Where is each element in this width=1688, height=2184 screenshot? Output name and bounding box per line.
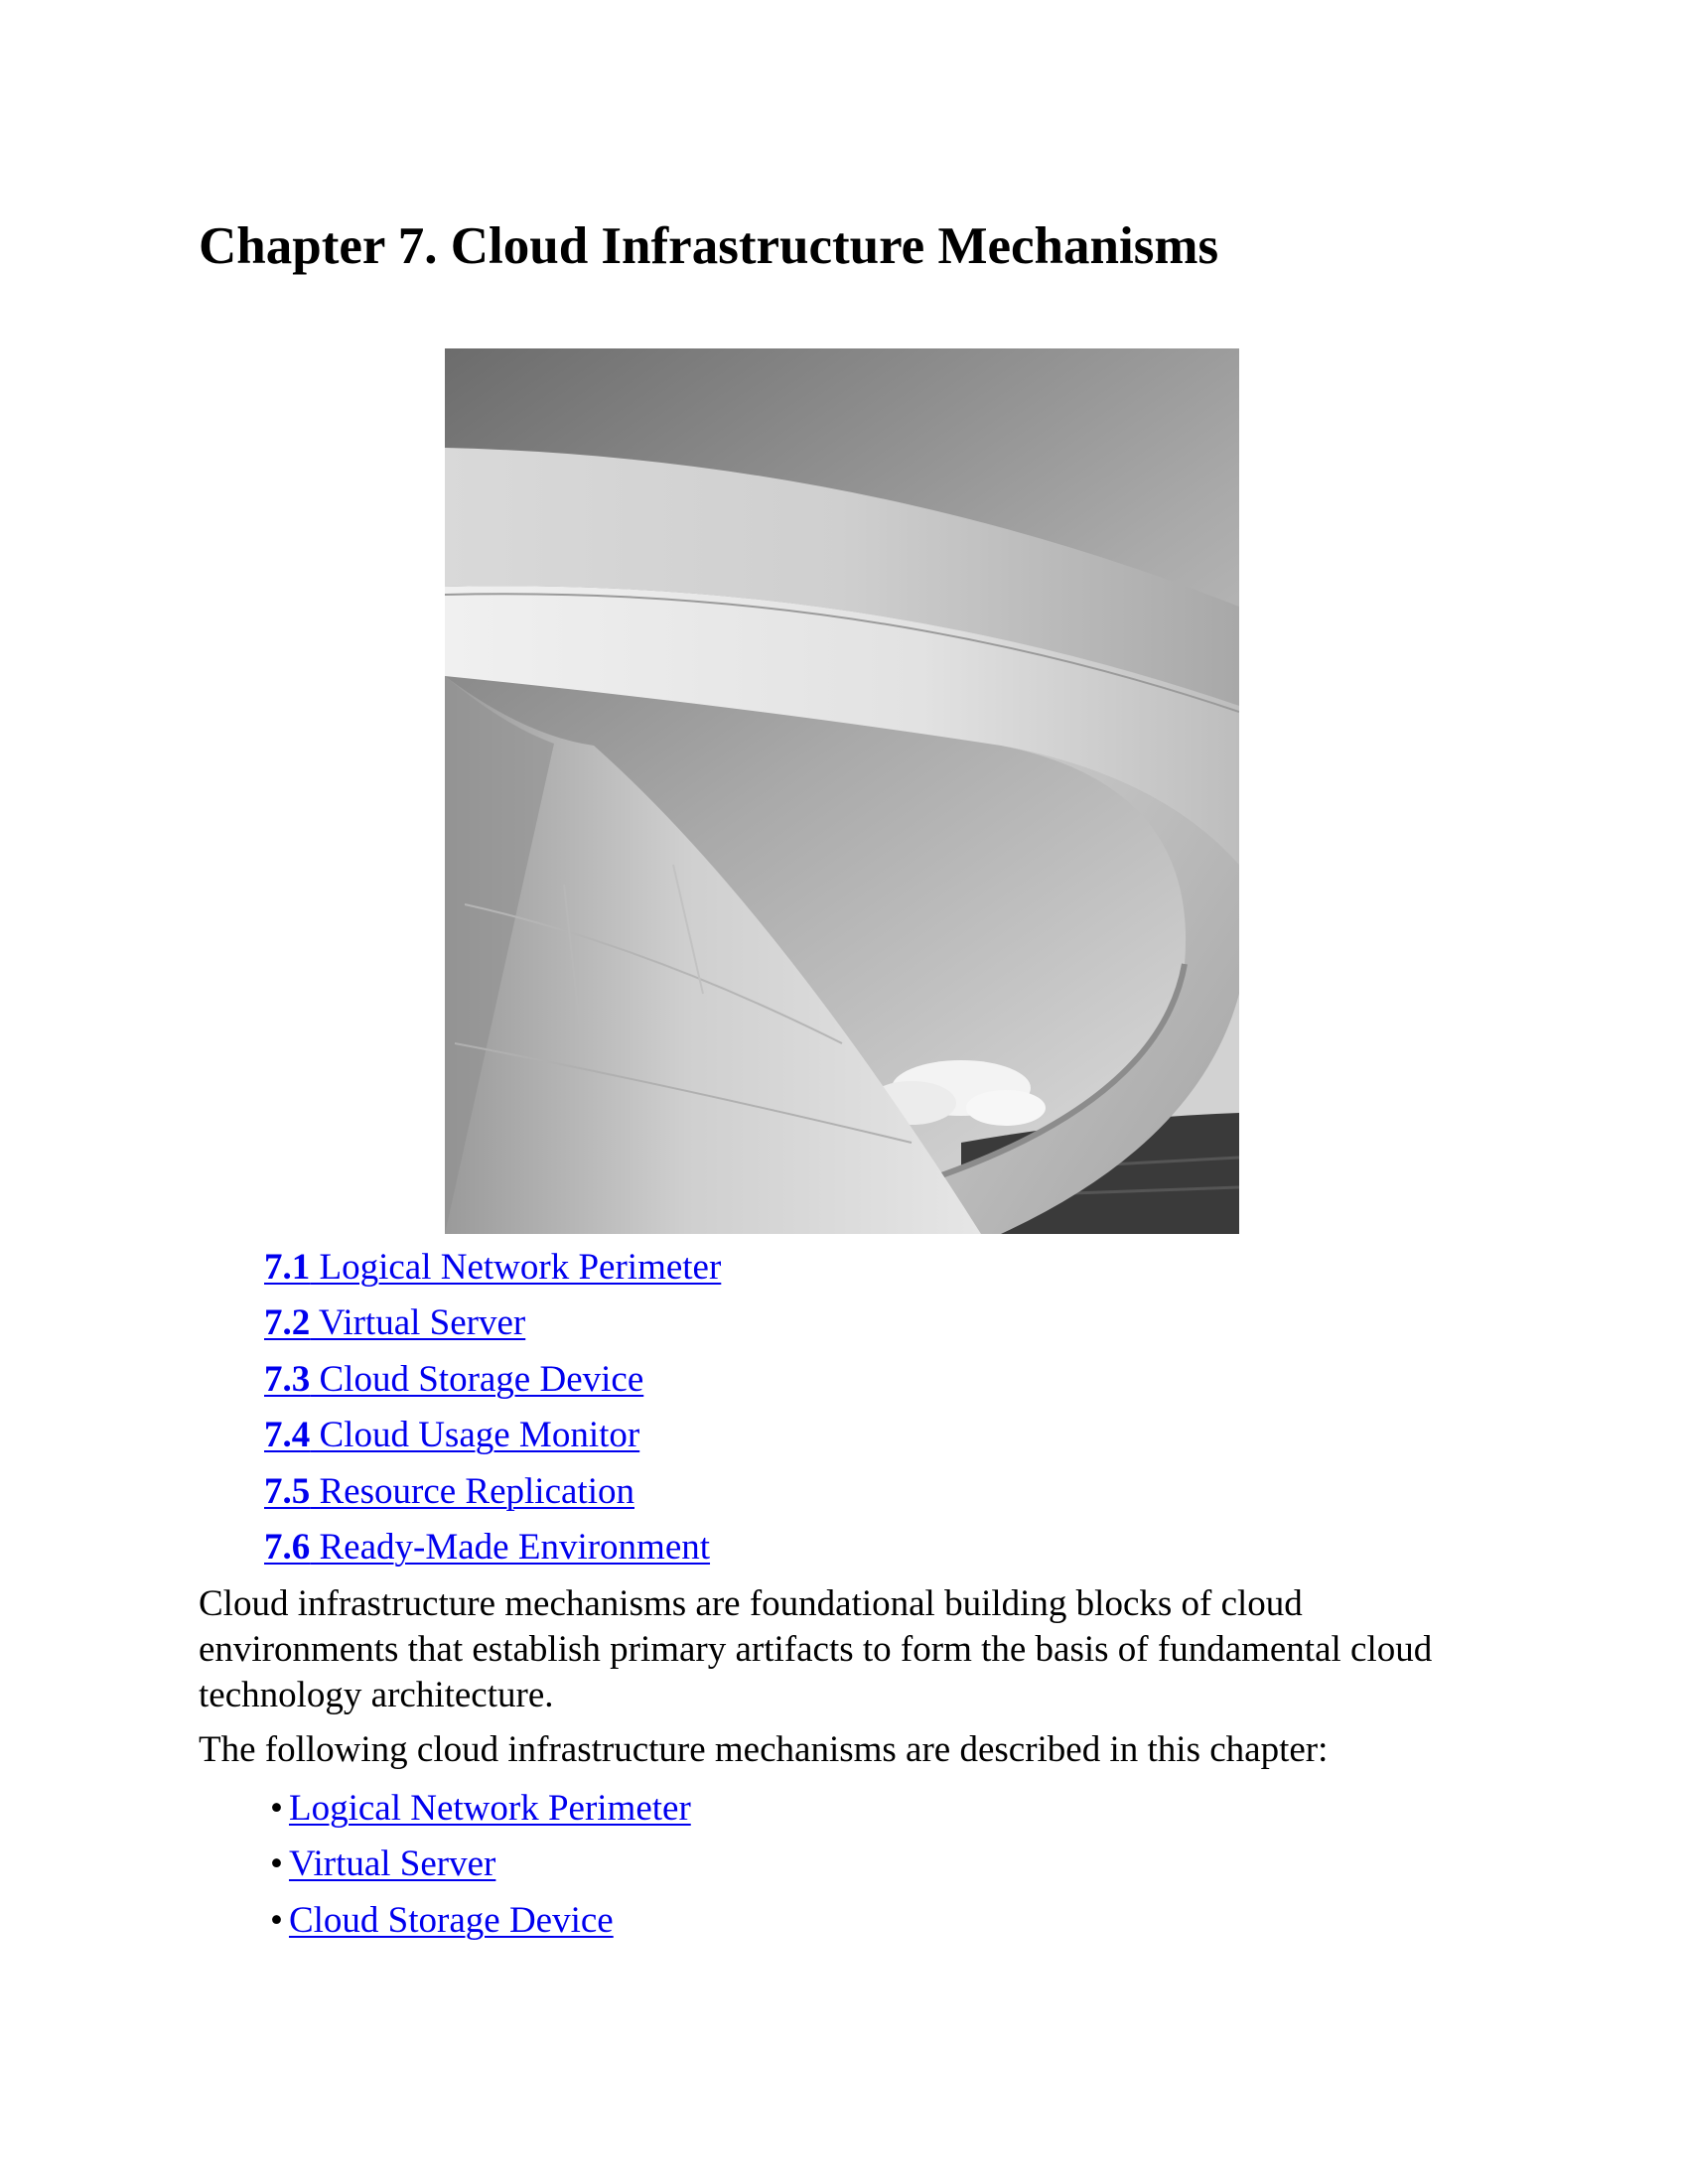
toc-link-7-6[interactable] <box>264 1527 710 1568</box>
architecture-photo-icon <box>445 348 1239 1234</box>
bullet-item <box>270 1784 691 1840</box>
toc-link-7-2[interactable] <box>264 1302 525 1343</box>
toc-link-7-1[interactable] <box>264 1247 721 1288</box>
bullet-marker: • <box>270 1843 283 1885</box>
toc-number: 7.4 <box>264 1415 311 1456</box>
toc-item <box>264 1355 721 1411</box>
toc-label: Virtual Server <box>310 1302 526 1344</box>
chapter-table-of-contents <box>264 1243 721 1578</box>
toc-item <box>264 1411 721 1466</box>
bullet-item <box>270 1840 691 1895</box>
toc-number: 7.3 <box>264 1358 311 1400</box>
bullet-link-logical-network-perimeter[interactable]: Logical Network Perimeter <box>288 1788 691 1829</box>
toc-label: Logical Network Perimeter <box>310 1247 722 1288</box>
toc-label: Cloud Usage Monitor <box>310 1415 640 1456</box>
toc-item <box>264 1467 721 1523</box>
toc-number: 7.6 <box>264 1526 311 1568</box>
bullet-link-virtual-server[interactable]: Virtual Server <box>288 1843 496 1885</box>
toc-item <box>264 1523 721 1578</box>
toc-link-7-4[interactable] <box>264 1415 639 1455</box>
toc-number: 7.5 <box>264 1470 311 1512</box>
toc-label: Ready-Made Environment <box>310 1526 711 1568</box>
toc-link-7-3[interactable] <box>264 1359 643 1400</box>
bullet-marker: • <box>270 1788 283 1829</box>
toc-number: 7.2 <box>264 1302 311 1344</box>
toc-label: Resource Replication <box>310 1470 634 1512</box>
bullet-marker: • <box>270 1899 283 1941</box>
toc-item <box>264 1298 721 1354</box>
toc-label: Cloud Storage Device <box>310 1358 644 1400</box>
chapter-title: Chapter 7. Cloud Infrastructure Mechanisms <box>199 217 1219 275</box>
bullet-link-cloud-storage-device[interactable]: Cloud Storage Device <box>288 1899 614 1941</box>
toc-link-7-5[interactable] <box>264 1471 634 1512</box>
intro-paragraph: Cloud infrastructure mechanisms are foundational building blocks of cloud environments that establish primary artifacts to form the basis of fundamental cloud technology architecture. <box>199 1583 1433 1715</box>
mechanisms-lead-in: The following cloud infrastructure mechanisms are described in this chapter: <box>199 1729 1329 1770</box>
bullet-item <box>270 1896 691 1952</box>
chapter-opening-photo <box>445 348 1239 1234</box>
toc-number: 7.1 <box>264 1247 311 1288</box>
toc-item <box>264 1243 721 1298</box>
mechanisms-bullet-list <box>270 1784 691 1952</box>
